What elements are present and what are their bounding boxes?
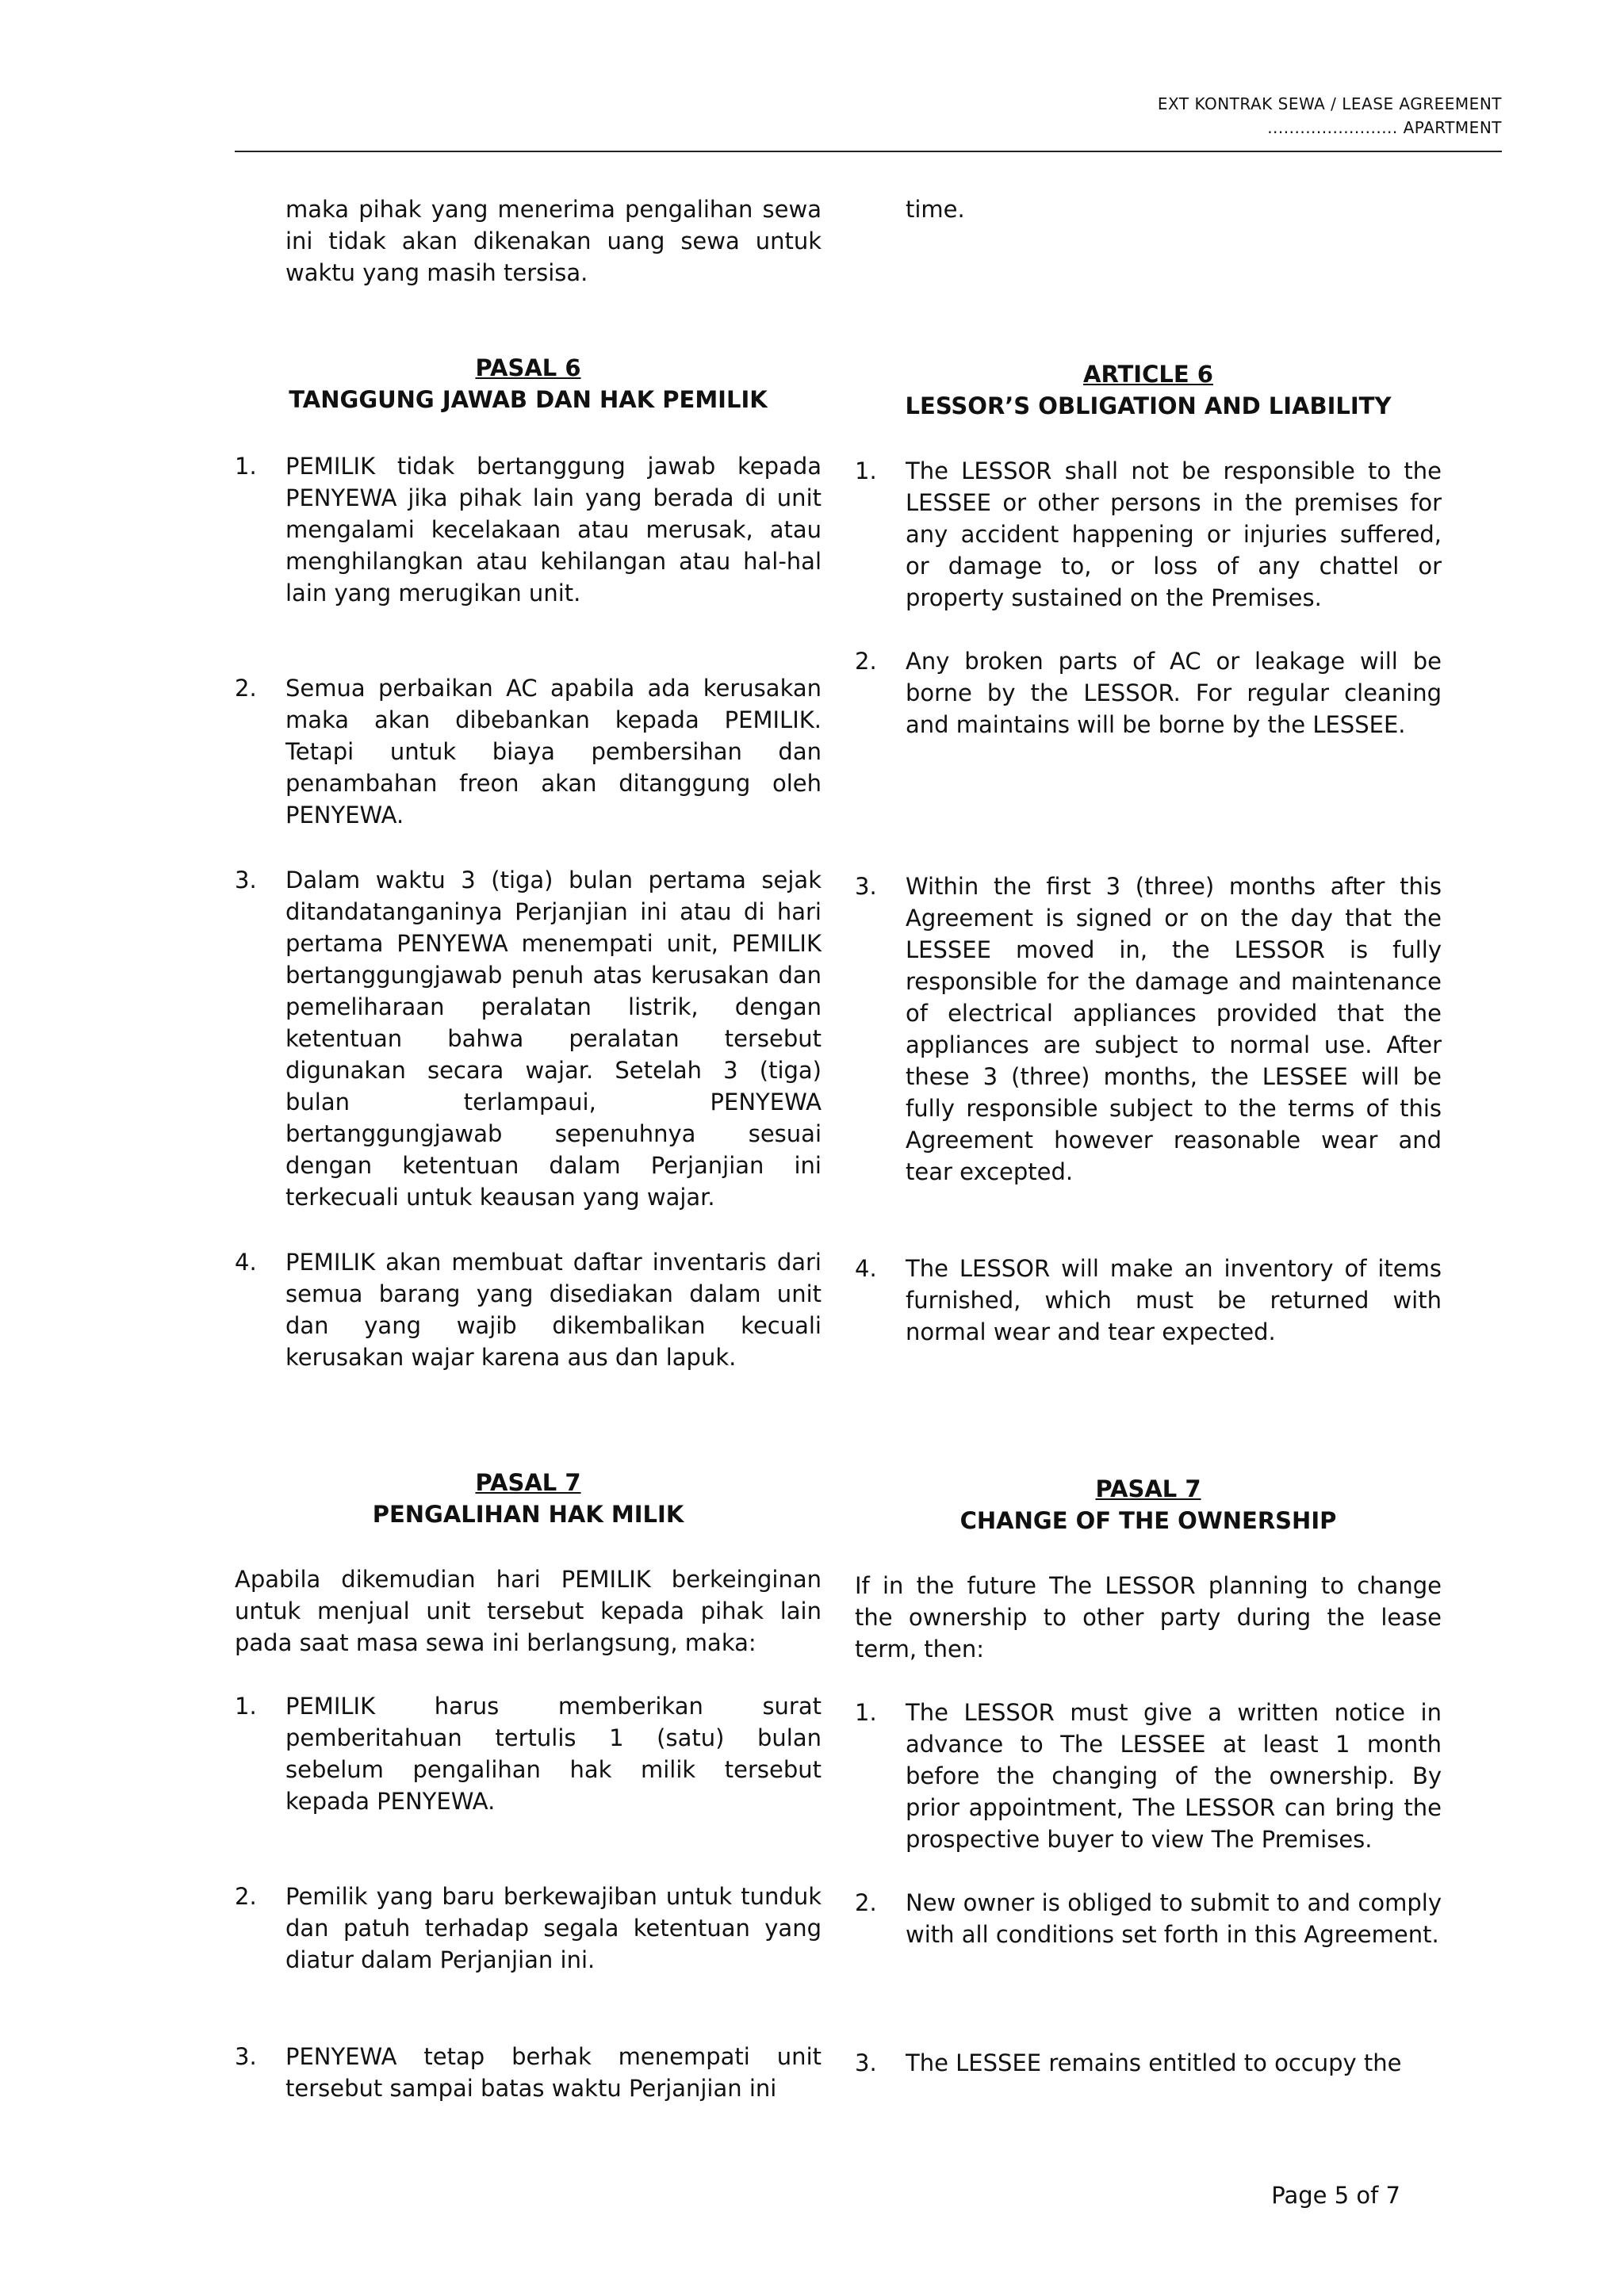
pasal-7-subtitle-right: CHANGE OF THE OWNERSHIP [959, 1507, 1337, 1534]
item-text: PEMILIK akan membuat daftar inventaris dari semua barang yang disediakan dalam unit dan yang wajib dikembalikan kecuali kerusakan wajar karena aus dan lapuk. [285, 1249, 822, 1371]
article-6-heading [855, 358, 1442, 422]
left-continuation-text: maka pihak yang menerima pengalihan sewa ini tidak akan dikenakan uang sewa untuk waktu yang masih tersisa. [285, 196, 822, 286]
header-title: EXT KONTRAK SEWA / LEASE AGREEMENT [1157, 94, 1502, 113]
item-number: 4. [235, 1249, 257, 1276]
item-text: The LESSOR must give a written notice in advance to The LESSEE at least 1 month before the changing of the ownership. By prior appointment, The LESSOR can bring the prospective buyer to view The Premises. [906, 1699, 1442, 1853]
item-text: The LESSOR shall not be responsible to the LESSEE or other persons in the premises for any accident happening or injuries suffered, or damage to, or loss of any chattel or property sustained on the Premises. [906, 457, 1442, 611]
item-text: The LESSEE remains entitled to occupy the [906, 2049, 1402, 2076]
pasal-6-title: PASAL 6 [475, 354, 581, 381]
list-item [855, 1253, 1442, 1348]
list-item [235, 1881, 822, 1976]
item-number: 3. [855, 2049, 877, 2076]
item-text: Dalam waktu 3 (tiga) bulan pertama sejak ditandatanganinya Perjanjian ini atau di hari pertama PENYEWA menempati unit, PEMILIK bertanggungjawab penuh atas kerusakan dan pemeliharaan peralatan listrik, dengan ketentuan bahwa peralatan tersebut digunakan secara wajar. Setelah 3 (tiga) bulan terlampaui, PENYEWA bertanggungjawab sepenuhnya sesuai dengan ketentuan dalam Perjanjian ini terkecuali untuk keausan yang wajar. [285, 867, 822, 1211]
list-item [855, 1887, 1442, 1950]
item-text: PENYEWA tetap berhak menempati unit tersebut sampai batas waktu Perjanjian ini [285, 2043, 822, 2102]
pasal-7-subtitle: PENGALIHAN HAK MILIK [372, 1501, 684, 1528]
item-number: 1. [235, 1693, 257, 1720]
item-text: PEMILIK tidak bertanggung jawab kepada PENYEWA jika pihak lain yang berada di unit mengalami kecelakaan atau merusak, atau menghilangkan atau kehilangan atau hal-hal lain yang merugikan unit. [285, 453, 822, 607]
pasal-7-title: PASAL 7 [475, 1469, 581, 1496]
list-item [855, 1697, 1442, 1855]
item-text: PEMILIK harus memberikan surat pemberitahuan tertulis 1 (satu) bulan sebelum pengalihan hak milik tersebut kepada PENYEWA. [285, 1693, 822, 1815]
pasal-7-heading-right [855, 1473, 1442, 1536]
item-number: 3. [235, 2043, 257, 2070]
pasal-7-heading [235, 1467, 822, 1530]
header-divider [235, 151, 1502, 152]
list-item [235, 2041, 822, 2104]
list-item [855, 2047, 1442, 2079]
pasal-6-subtitle: TANGGUNG JAWAB DAN HAK PEMILIK [289, 386, 768, 413]
list-item [235, 1690, 822, 1817]
item-number: 3. [855, 873, 877, 900]
item-number: 3. [235, 867, 257, 894]
document-header [1158, 92, 1502, 140]
item-number: 1. [855, 1699, 877, 1726]
pasal-7-intro [235, 1563, 822, 1659]
list-item [235, 864, 822, 1213]
list-item [855, 455, 1442, 614]
right-continuation [855, 193, 1442, 225]
item-text: New owner is obliged to submit to and comply with all conditions set forth in this Agreement. [906, 1889, 1442, 1948]
item-number: 1. [235, 453, 257, 480]
item-text: Pemilik yang baru berkewajiban untuk tunduk dan patuh terhadap segala ketentuan yang diatur dalam Perjanjian ini. [285, 1883, 822, 1973]
item-text: Within the first 3 (three) months after this Agreement is signed or on the day that the LESSEE moved in, the LESSOR is fully responsible for the damage and maintenance of electrical appliances provided that the appliances are subject to normal use. After these 3 (three) months, the LESSEE will be fully responsible subject to the terms of this Agreement however reasonable wear and tear excepted. [906, 873, 1442, 1185]
list-item [855, 645, 1442, 740]
item-number: 1. [855, 457, 877, 484]
item-number: 4. [855, 1255, 877, 1282]
list-item [235, 450, 822, 609]
left-continuation [235, 193, 822, 289]
pasal-7-intro-text-right: If in the future The LESSOR planning to change the ownership to other party during the lease term, then: [855, 1572, 1442, 1663]
pasal-7-title-right: PASAL 7 [1095, 1475, 1201, 1502]
item-number: 2. [855, 1889, 877, 1916]
item-text: The LESSOR will make an inventory of items furnished, which must be returned with normal wear and tear expected. [906, 1255, 1442, 1345]
header-subtitle: ........................ APARTMENT [1267, 118, 1502, 137]
item-text: Semua perbaikan AC apabila ada kerusakan maka akan dibebankan kepada PEMILIK. Tetapi untuk biaya pembersihan dan penambahan freon akan ditanggung oleh PENYEWA. [285, 675, 822, 828]
pasal-6-heading [235, 352, 822, 415]
item-number: 2. [235, 1883, 257, 1910]
pasal-7-intro-right [855, 1570, 1442, 1665]
item-number: 2. [235, 675, 257, 702]
list-item [855, 871, 1442, 1188]
page-number: Page 5 of 7 [1271, 2182, 1400, 2209]
article-6-subtitle: LESSOR’S OBLIGATION AND LIABILITY [905, 392, 1392, 419]
right-continuation-text: time. [906, 196, 965, 223]
list-item [235, 1246, 822, 1373]
item-number: 2. [855, 648, 877, 675]
item-text: Any broken parts of AC or leakage will be borne by the LESSOR. For regular cleaning and maintains will be borne by the LESSEE. [906, 648, 1442, 738]
list-item [235, 672, 822, 831]
pasal-7-intro-text: Apabila dikemudian hari PEMILIK berkeinginan untuk menjual unit tersebut kepada pihak lain pada saat masa sewa ini berlangsung, maka: [235, 1566, 822, 1656]
article-6-title: ARTICLE 6 [1083, 361, 1213, 388]
